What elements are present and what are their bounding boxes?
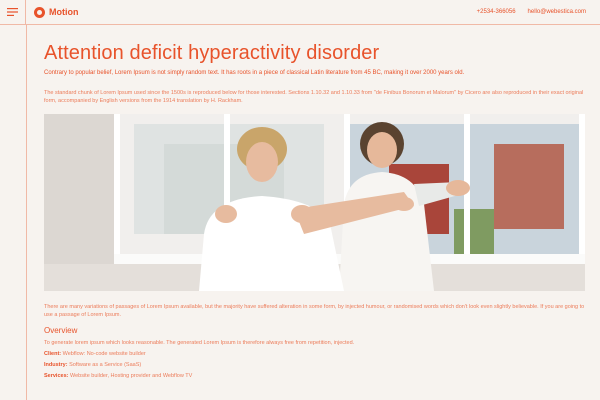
top-navigation-bar xyxy=(0,0,600,25)
industry-value: Software as a Service (SaaS) xyxy=(69,362,142,368)
services-label: Services: xyxy=(44,373,69,379)
client-value: Webflow: No-code website builder xyxy=(62,351,146,357)
email-link[interactable]: hello@webestica.com xyxy=(527,9,586,15)
hamburger-icon xyxy=(7,8,18,16)
menu-button[interactable] xyxy=(0,0,26,25)
article-content xyxy=(44,25,585,380)
overview-heading: Overview xyxy=(44,326,78,335)
variations-paragraph: There are many variations of passages of Lorem Ipsum available, but the majority have suffered alteration in some form, by injected humour, or randomised words which don't look even slightly believable. If you are going to use a passage of Lorem Ipsum. xyxy=(44,304,585,318)
lead-paragraph: Contrary to popular belief, Lorem Ipsum is not simply random text. It has roots in a piece of classical Latin literature from 45 BC, making it over 2000 years old. xyxy=(44,70,465,76)
services-detail xyxy=(44,372,585,380)
page-title: Attention deficit hyperactivity disorder xyxy=(44,42,380,64)
therapy-session-image xyxy=(44,114,585,291)
industry-detail xyxy=(44,361,585,369)
services-value: Website builder, Hosting provider and Webflow TV xyxy=(70,373,193,379)
brand-name: Motion xyxy=(49,7,79,17)
hero-photo xyxy=(44,114,585,291)
client-label: Client: xyxy=(44,351,62,357)
left-rail-divider xyxy=(26,25,27,400)
overview-text: To generate lorem ipsum which looks reasonable. The generated Lorem Ipsum is therefore always free from repetition, injected. xyxy=(44,340,355,346)
phone-link[interactable]: +2534-366056 xyxy=(476,9,516,15)
client-detail xyxy=(44,350,585,358)
intro-paragraph: The standard chunk of Lorem Ipsum used since the 1500s is reproduced below for those interested. Sections 1.10.32 and 1.10.33 from "de Finibus Bonorum et Malorum" by Cicero are also reproduced in their exact original form, accompanied by English versions from the 1914 translation by H. Rackham. xyxy=(44,90,584,104)
industry-label: Industry: xyxy=(44,362,68,368)
logo-circle-icon xyxy=(34,7,45,18)
header-contacts xyxy=(477,9,586,15)
brand-logo[interactable] xyxy=(34,7,79,18)
